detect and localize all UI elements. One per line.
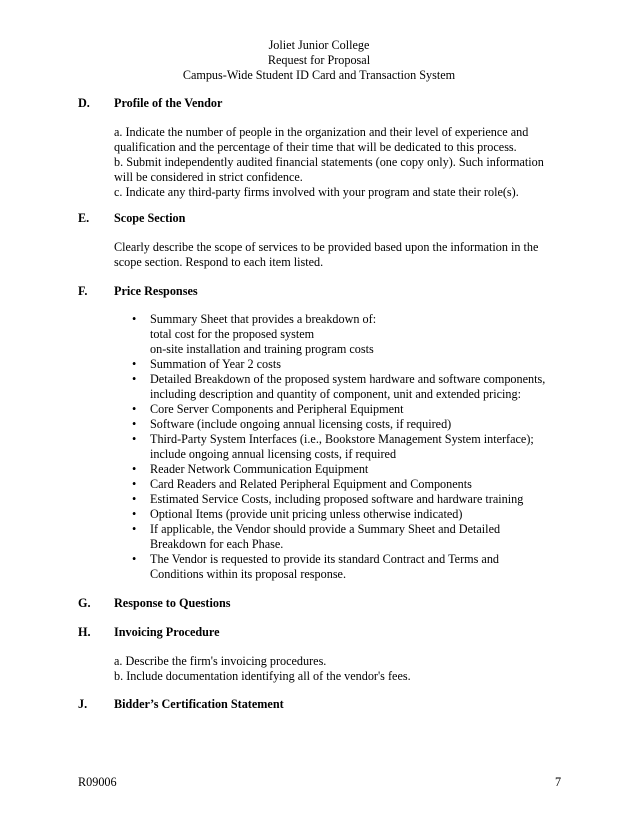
section-e-title: Scope Section xyxy=(114,211,186,225)
bullet-text: Estimated Service Costs, including proposed software and hardware training xyxy=(150,492,524,506)
bullet-dot-icon: • xyxy=(132,507,137,521)
section-d-line: qualification and the percentage of their time that will be dedicated to this process. xyxy=(114,140,517,154)
section-g-letter: G. xyxy=(78,596,91,610)
section-f-letter: F. xyxy=(78,284,88,298)
bullet-dot-icon: • xyxy=(132,372,137,386)
section-d-line: a. Indicate the number of people in the organization and their level of experience and xyxy=(114,125,529,139)
section-d-letter: D. xyxy=(78,96,90,110)
bullet-dot-icon: • xyxy=(132,402,137,416)
section-j-letter: J. xyxy=(78,697,88,711)
bullet-text: Breakdown for each Phase. xyxy=(150,537,284,551)
section-h-body xyxy=(114,654,574,684)
section-e-line: scope section. Respond to each item listed. xyxy=(114,255,324,269)
bullet-dot-icon: • xyxy=(132,417,137,431)
bullet-item xyxy=(132,357,545,372)
section-f-title: Price Responses xyxy=(114,284,198,298)
bullet-dot-icon: • xyxy=(132,477,137,491)
section-h-title: Invoicing Procedure xyxy=(114,625,220,639)
bullet-dot-icon: • xyxy=(132,462,137,476)
bullet-text: total cost for the proposed system xyxy=(150,327,315,341)
section-h-letter: H. xyxy=(78,625,91,639)
bullet-item xyxy=(132,477,545,492)
section-d-title: Profile of the Vendor xyxy=(114,96,223,110)
bullet-text: including description and quantity of component, unit and extended pricing: xyxy=(150,387,521,401)
section-d-line: c. Indicate any third-party firms involved with your program and state their role(s). xyxy=(114,185,519,199)
section-d-line: b. Submit independently audited financial statements (one copy only). Such information xyxy=(114,155,544,169)
bullet-text: Third-Party System Interfaces (i.e., Bookstore Management System interface); xyxy=(150,432,534,446)
price-responses-list xyxy=(132,312,545,582)
bullet-dot-icon: • xyxy=(132,552,137,566)
section-h-line: a. Describe the firm's invoicing procedures. xyxy=(114,654,327,668)
bullet-text: on-site installation and training program costs xyxy=(150,342,374,356)
section-e-letter: E. xyxy=(78,211,90,225)
bullet-item xyxy=(132,417,545,432)
bullet-item xyxy=(132,432,545,462)
bullet-text: The Vendor is requested to provide its standard Contract and Terms and xyxy=(150,552,500,566)
bullet-text: Conditions within its proposal response. xyxy=(150,567,347,581)
bullet-dot-icon: • xyxy=(132,312,137,326)
section-d-line: will be considered in strict confidence. xyxy=(114,170,303,184)
bullet-text: Software (include ongoing annual licensing costs, if required) xyxy=(150,417,452,431)
bullet-item xyxy=(132,372,545,402)
bullet-item xyxy=(132,507,545,522)
footer-page-number: 7 xyxy=(555,775,562,789)
header-system-title: Campus-Wide Student ID Card and Transaction System xyxy=(182,68,456,82)
section-g-title: Response to Questions xyxy=(114,596,231,610)
bullet-dot-icon: • xyxy=(132,432,137,446)
section-h-line: b. Include documentation identifying all of the vendor's fees. xyxy=(114,669,411,683)
section-e-body xyxy=(114,240,574,270)
bullet-text: Summation of Year 2 costs xyxy=(150,357,282,371)
section-d-body xyxy=(114,125,574,200)
bullet-item xyxy=(132,492,545,507)
bullet-item xyxy=(132,312,545,357)
bullet-item xyxy=(132,462,545,477)
section-e-line: Clearly describe the scope of services to be provided based upon the information in the xyxy=(114,240,539,254)
bullet-text: If applicable, the Vendor should provide a Summary Sheet and Detailed xyxy=(150,522,501,536)
footer-doc-id: R09006 xyxy=(78,775,117,789)
bullet-item xyxy=(132,552,545,582)
bullet-text: Card Readers and Related Peripheral Equipment and Components xyxy=(150,477,472,491)
header-college-name: Joliet Junior College xyxy=(268,38,370,52)
bullet-item xyxy=(132,402,545,417)
bullet-item xyxy=(132,522,545,552)
bullet-text: include ongoing annual licensing costs, if required xyxy=(150,447,397,461)
bullet-text: Detailed Breakdown of the proposed system hardware and software components, xyxy=(150,372,546,386)
bullet-text: Optional Items (provide unit pricing unless otherwise indicated) xyxy=(150,507,463,521)
bullet-dot-icon: • xyxy=(132,357,137,371)
bullet-text: Summary Sheet that provides a breakdown of: xyxy=(150,312,377,326)
section-j-title: Bidder’s Certification Statement xyxy=(114,697,284,711)
bullet-text: Core Server Components and Peripheral Equipment xyxy=(150,402,404,416)
header-rfp: Request for Proposal xyxy=(267,53,371,67)
bullet-text: Reader Network Communication Equipment xyxy=(150,462,369,476)
bullet-dot-icon: • xyxy=(132,522,137,536)
bullet-dot-icon: • xyxy=(132,492,137,506)
